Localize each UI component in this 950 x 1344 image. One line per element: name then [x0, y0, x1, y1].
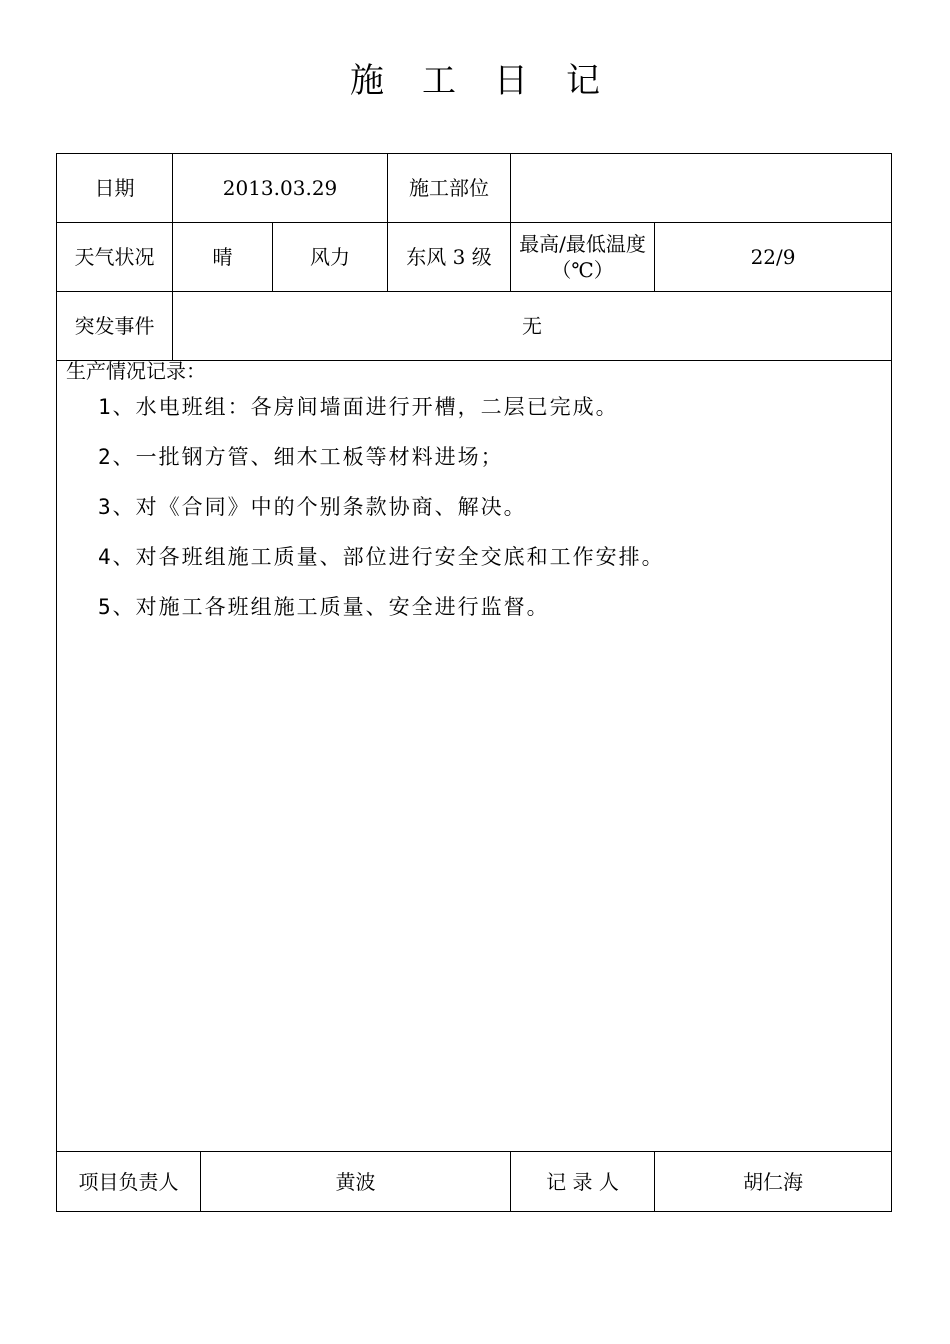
temperature-value: 22/9 — [655, 223, 892, 292]
list-item: 5、对施工各班组施工质量、安全进行监督。 — [98, 595, 550, 619]
production-heading: 生产情况记录： — [66, 359, 206, 383]
list-item: 1、水电班组：各房间墙面进行开槽，二层已完成。 — [98, 395, 619, 419]
manager-value: 黄波 — [201, 1152, 511, 1212]
weather-row — [57, 223, 892, 292]
construction-log-table — [56, 153, 892, 1212]
incident-label: 突发事件 — [57, 292, 173, 361]
recorder-label: 记 录 人 — [511, 1152, 655, 1212]
temperature-label-line1: 最高/最低温度 — [519, 232, 646, 256]
recorder-value: 胡仁海 — [655, 1152, 892, 1212]
location-value — [511, 154, 892, 223]
date-label: 日期 — [57, 154, 173, 223]
incident-row — [57, 292, 892, 361]
document-title: 施工日记 — [350, 61, 638, 101]
temperature-label-line2: （℃） — [551, 258, 614, 282]
weather-value: 晴 — [173, 223, 273, 292]
production-record — [57, 361, 892, 1152]
wind-label: 风力 — [273, 223, 388, 292]
list-item: 3、对《合同》中的个别条款协商、解决。 — [98, 495, 527, 519]
weather-label: 天气状况 — [57, 223, 173, 292]
incident-value: 无 — [173, 292, 892, 361]
list-item: 4、对各班组施工质量、部位进行安全交底和工作安排。 — [98, 545, 665, 569]
date-value: 2013.03.29 — [173, 154, 388, 223]
production-row — [57, 361, 892, 1152]
location-label: 施工部位 — [388, 154, 511, 223]
date-row — [57, 154, 892, 223]
signature-row — [57, 1152, 892, 1212]
production-list — [57, 382, 891, 632]
temperature-label — [511, 223, 655, 292]
list-item: 2、一批钢方管、细木工板等材料进场； — [98, 445, 504, 469]
wind-value: 东风 3 级 — [388, 223, 511, 292]
manager-label: 项目负责人 — [57, 1152, 201, 1212]
